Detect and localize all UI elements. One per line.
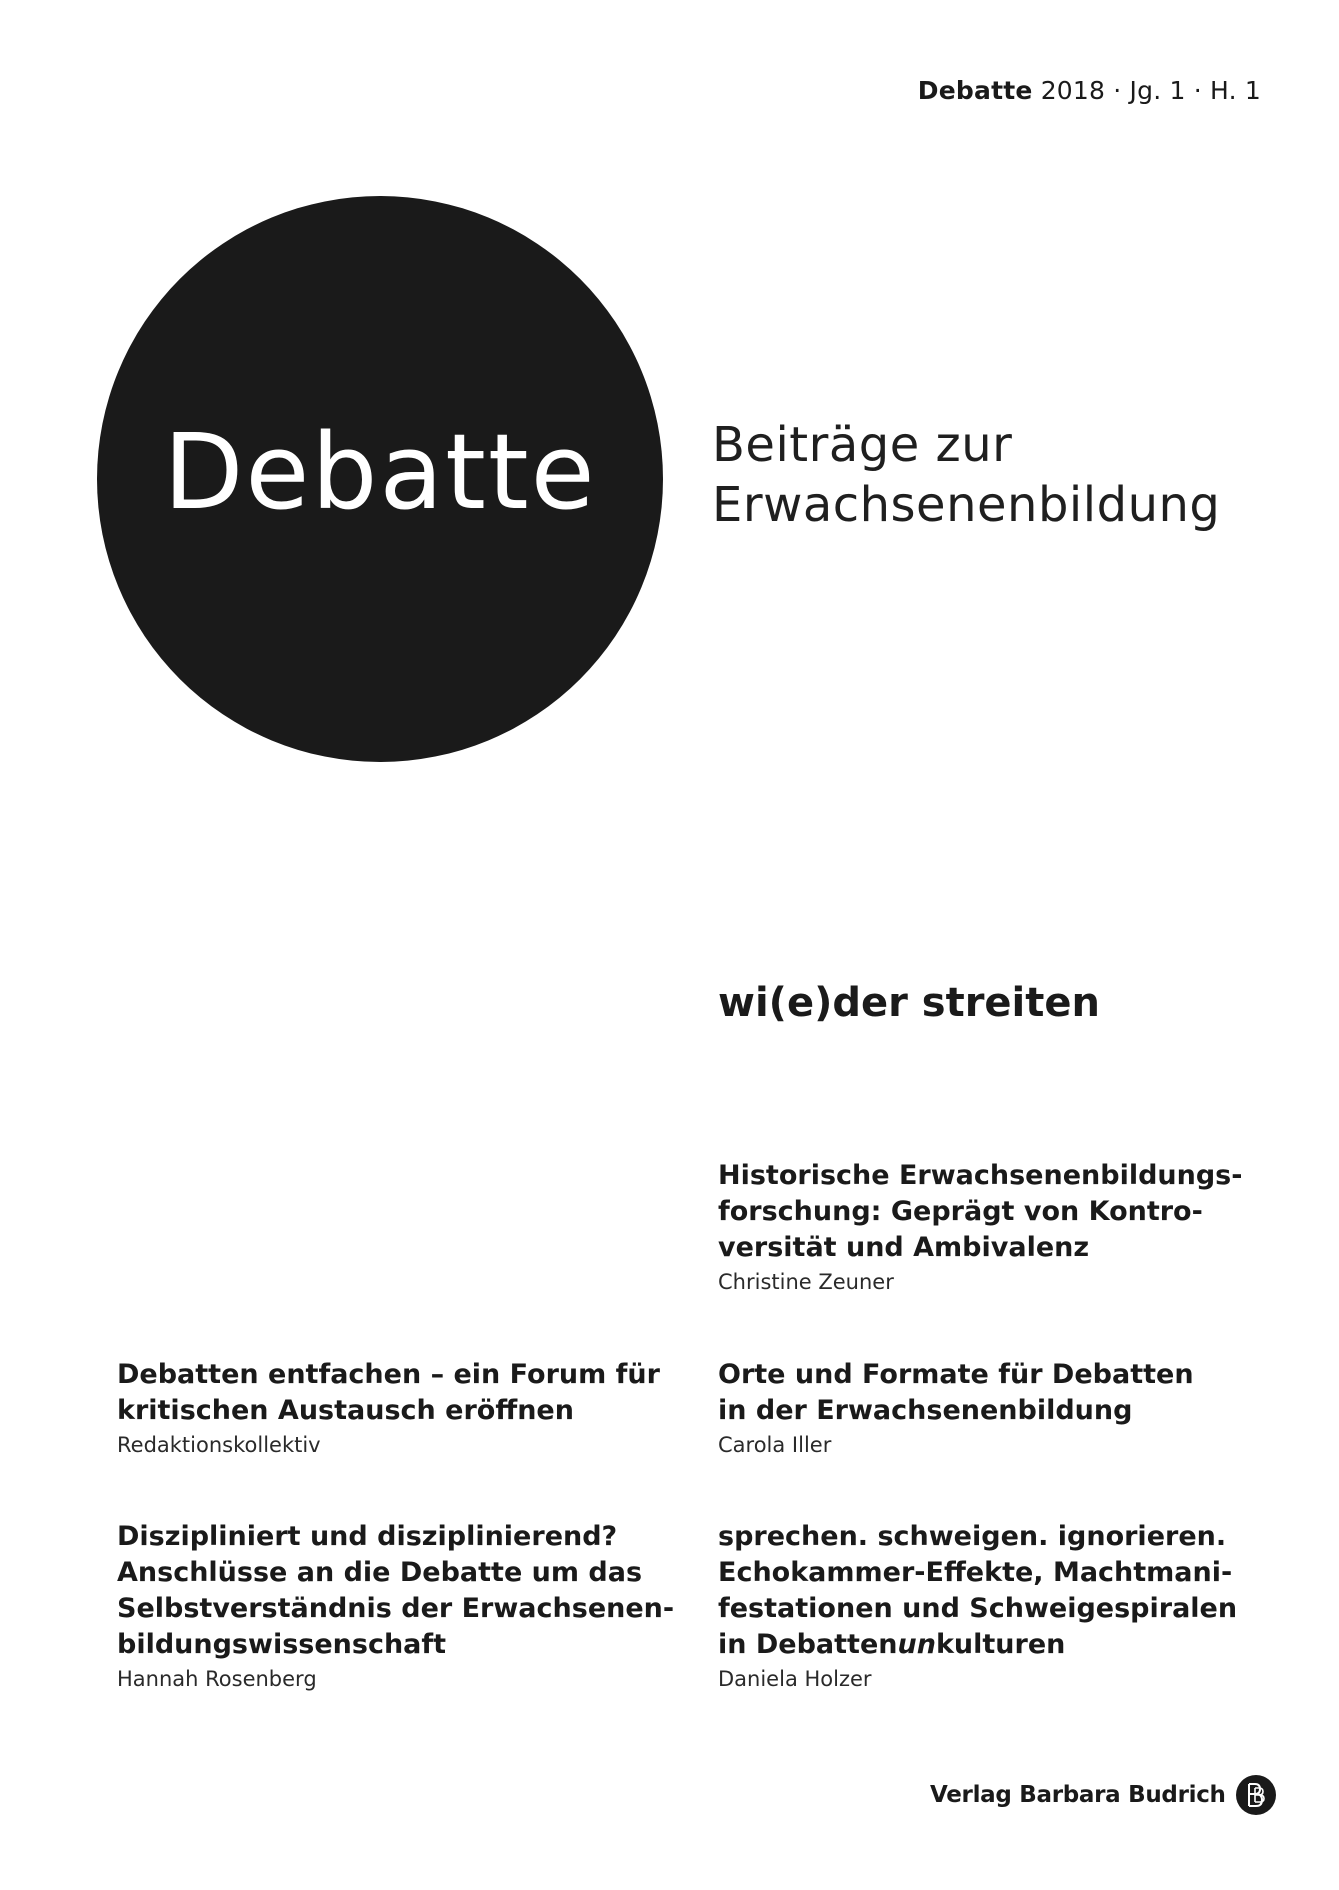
issue-theme: wi(e)der streiten xyxy=(718,980,1100,1026)
journal-logo-circle xyxy=(97,196,663,762)
article-title: Orte und Formate für Debatten in der Erwachsenenbildung xyxy=(718,1359,1194,1426)
issue-line xyxy=(918,76,1261,105)
issue-info: 2018 · Jg. 1 · H. 1 xyxy=(1040,76,1261,105)
article-zeuner xyxy=(718,1158,1258,1296)
publisher xyxy=(930,1775,1276,1815)
article-title-part-2: kulturen xyxy=(935,1629,1066,1660)
article-author: Carola Iller xyxy=(718,1433,832,1457)
bb-monogram-icon xyxy=(1236,1775,1276,1815)
journal-brand: Debatte xyxy=(917,76,1033,105)
journal-logo-title: Debatte xyxy=(163,411,597,533)
article-title xyxy=(718,1519,1258,1663)
article-author: Christine Zeuner xyxy=(718,1270,894,1294)
article-title: Debatten entfachen – ein Forum für kritischen Austausch eröffnen xyxy=(117,1359,660,1426)
subtitle-line-1: Beiträge zur xyxy=(712,417,1013,473)
article-title: Diszipliniert und disziplinierend? Anschlüsse an die Debatte um das Selbstverständnis der Erwachsenen- bildungswissenschaft xyxy=(117,1521,675,1660)
article-author: Daniela Holzer xyxy=(718,1667,872,1691)
publisher-name: Verlag Barbara Budrich xyxy=(930,1782,1226,1808)
journal-subtitle xyxy=(712,415,1220,535)
article-iller xyxy=(718,1357,1278,1459)
article-holzer xyxy=(718,1519,1258,1693)
article-title-part-1: sprechen. schweigen. ignorieren. Echokammer-Effekte, Machtmani- festationen und Schweigespiralen in Debatten xyxy=(718,1521,1238,1660)
article-redaktionskollektiv xyxy=(117,1357,677,1459)
subtitle-line-2: Erwachsenenbildung xyxy=(712,477,1221,533)
article-title: Historische Erwachsenenbildungs- forschung: Geprägt von Kontro- versität und Ambivalenz xyxy=(718,1160,1243,1263)
article-author: Hannah Rosenberg xyxy=(117,1667,317,1691)
article-author: Redaktionskollektiv xyxy=(117,1433,321,1457)
article-rosenberg xyxy=(117,1519,677,1693)
article-title-italic: un xyxy=(897,1629,936,1660)
